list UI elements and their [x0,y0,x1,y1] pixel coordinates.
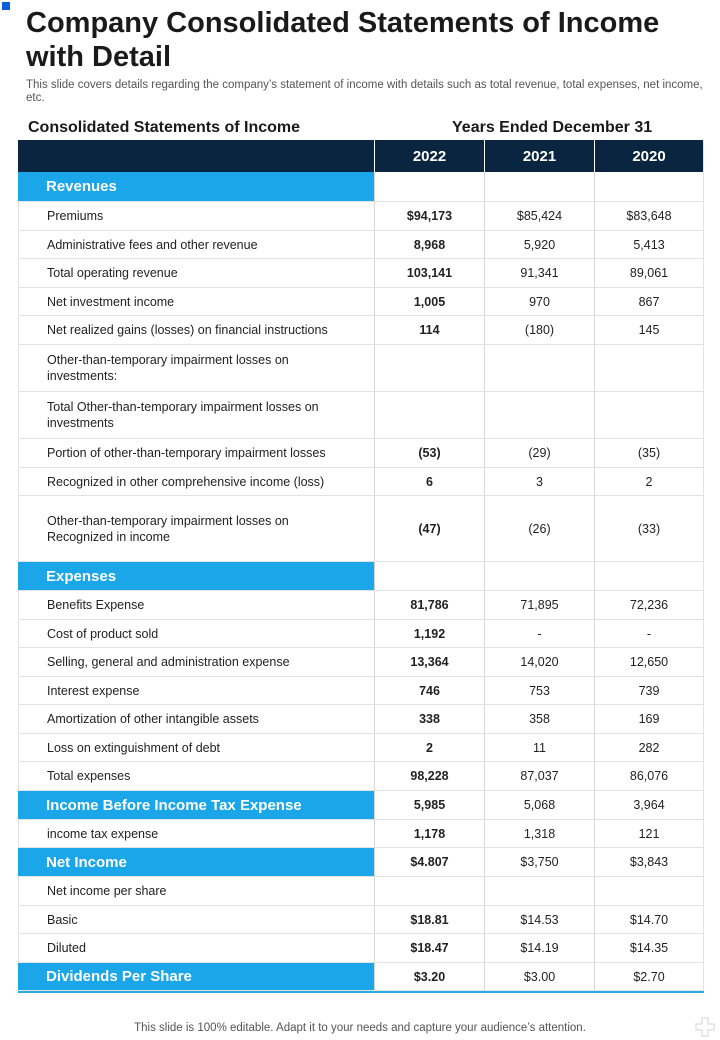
row-label: Other-than-temporary impairment losses on Recognized in income [18,496,374,561]
value-cell-2022: $3.20 [374,963,484,990]
value-cell-2021: 5,920 [484,231,594,258]
section-row [18,848,704,877]
table-row [18,591,704,620]
section-label: Revenues [18,172,374,201]
table-row [18,677,704,705]
year-header-2021: 2021 [484,140,594,172]
row-label: Total expenses [18,762,374,790]
row-label: Basic [18,906,374,933]
table-row [18,231,704,259]
value-cell-2021: 87,037 [484,762,594,790]
table-row [18,762,704,791]
section-row [18,562,704,591]
value-cell-2020: 72,236 [594,591,704,619]
row-label: income tax expense [18,820,374,847]
value-cell-2022: 114 [374,316,484,344]
slide-subtitle: This slide covers details regarding the company’s statement of income with details such as total revenue, total expenses, net income, etc. [26,79,703,104]
value-cell-2020: 86,076 [594,762,704,790]
value-cell-2020: 739 [594,677,704,704]
value-cell-2021 [484,345,594,391]
value-cell-2020: (35) [594,439,704,467]
value-cell-2022: 81,786 [374,591,484,619]
value-cell-2022: 5,985 [374,791,484,819]
table-row [18,439,704,468]
value-cell-2020: 3,964 [594,791,704,819]
income-statement-table [18,140,704,993]
value-cell-2022: (53) [374,439,484,467]
year-header-2022: 2022 [374,140,484,172]
value-cell-2021: $3,750 [484,848,594,876]
value-cell-2020: 282 [594,734,704,761]
table-row [18,316,704,345]
value-cell-2021 [484,562,594,590]
table-row [18,620,704,648]
row-label: Total Other-than-temporary impairment losses on investments [18,392,374,438]
value-cell-2022 [374,392,484,438]
value-cell-2021: 91,341 [484,259,594,287]
value-cell-2020: 169 [594,705,704,733]
value-cell-2022: $18.47 [374,934,484,962]
value-cell-2020 [594,392,704,438]
value-cell-2022: 13,364 [374,648,484,676]
value-cell-2021: (26) [484,496,594,561]
slide-footer: This slide is 100% editable. Adapt it to your needs and capture your audience’s attention. [134,1022,586,1034]
value-cell-2020 [594,562,704,590]
row-label: Benefits Expense [18,591,374,619]
value-cell-2022: $18.81 [374,906,484,933]
value-cell-2021: - [484,620,594,647]
year-header-2020: 2020 [594,140,704,172]
table-row [18,259,704,288]
table-row [18,345,704,392]
value-cell-2021: $85,424 [484,202,594,230]
value-cell-2021: (180) [484,316,594,344]
value-cell-2021 [484,172,594,201]
row-label: Premiums [18,202,374,230]
row-label: Total operating revenue [18,259,374,287]
value-cell-2022: 2 [374,734,484,761]
value-cell-2021: 970 [484,288,594,315]
corner-marker [2,2,10,10]
row-label: Cost of product sold [18,620,374,647]
value-cell-2020: - [594,620,704,647]
value-cell-2022: 1,192 [374,620,484,647]
value-cell-2020: 5,413 [594,231,704,258]
section-label: Net Income [18,848,374,876]
table-row [18,288,704,316]
value-cell-2021: 753 [484,677,594,704]
value-cell-2022: $4.807 [374,848,484,876]
table-row [18,734,704,762]
value-cell-2020: 867 [594,288,704,315]
slide-title: Company Consolidated Statements of Income with Detail [26,7,660,73]
table-row [18,392,704,439]
value-cell-2021 [484,877,594,905]
value-cell-2022: 338 [374,705,484,733]
section-label: Expenses [18,562,374,590]
value-cell-2020 [594,172,704,201]
table-row [18,648,704,677]
row-label: Portion of other-than-temporary impairment losses [18,439,374,467]
table-row [18,820,704,848]
row-label: Net realized gains (losses) on financial instructions [18,316,374,344]
value-cell-2020: 121 [594,820,704,847]
table-row [18,906,704,934]
row-label: Loss on extinguishment of debt [18,734,374,761]
table-heading-left: Consolidated Statements of Income [28,119,301,136]
value-cell-2021: 3 [484,468,594,495]
value-cell-2022: 103,141 [374,259,484,287]
value-cell-2020: $83,648 [594,202,704,230]
value-cell-2022: 1,005 [374,288,484,315]
value-cell-2021: $14.19 [484,934,594,962]
value-cell-2021: 11 [484,734,594,761]
table-row [18,202,704,231]
value-cell-2020: $14.70 [594,906,704,933]
row-label: Amortization of other intangible assets [18,705,374,733]
table-heading-right: Years Ended December 31 [452,119,653,136]
row-label: Net investment income [18,288,374,315]
value-cell-2021: 1,318 [484,820,594,847]
table-header-row [18,140,704,172]
section-row [18,172,704,202]
value-cell-2021: 14,020 [484,648,594,676]
header-blank-cell [18,140,374,172]
table-row [18,496,704,562]
value-cell-2020 [594,877,704,905]
table-row [18,468,704,496]
row-label: Administrative fees and other revenue [18,231,374,258]
value-cell-2020: $3,843 [594,848,704,876]
value-cell-2020: $2.70 [594,963,704,990]
value-cell-2022 [374,562,484,590]
value-cell-2021: 71,895 [484,591,594,619]
value-cell-2022: $94,173 [374,202,484,230]
section-label: Income Before Income Tax Expense [18,791,374,819]
row-label: Recognized in other comprehensive income (loss) [18,468,374,495]
value-cell-2022 [374,345,484,391]
value-cell-2020: (33) [594,496,704,561]
value-cell-2022 [374,172,484,201]
row-label: Diluted [18,934,374,962]
table-row [18,877,704,906]
row-label: Interest expense [18,677,374,704]
section-label: Dividends Per Share [18,963,374,990]
table-row [18,705,704,734]
row-label: Other-than-temporary impairment losses on investments: [18,345,374,391]
table-row [18,934,704,963]
value-cell-2020: 145 [594,316,704,344]
value-cell-2020: $14.35 [594,934,704,962]
value-cell-2021: (29) [484,439,594,467]
value-cell-2021: 358 [484,705,594,733]
value-cell-2020: 89,061 [594,259,704,287]
value-cell-2021 [484,392,594,438]
row-label: Selling, general and administration expense [18,648,374,676]
row-label: Net income per share [18,877,374,905]
value-cell-2021: $3.00 [484,963,594,990]
value-cell-2022: 98,228 [374,762,484,790]
value-cell-2022: 8,968 [374,231,484,258]
value-cell-2020: 12,650 [594,648,704,676]
section-row [18,963,704,991]
value-cell-2022: (47) [374,496,484,561]
value-cell-2022 [374,877,484,905]
value-cell-2022: 6 [374,468,484,495]
value-cell-2020: 2 [594,468,704,495]
value-cell-2022: 746 [374,677,484,704]
value-cell-2020 [594,345,704,391]
section-row [18,791,704,820]
expand-icon [695,1017,715,1037]
value-cell-2021: $14.53 [484,906,594,933]
value-cell-2021: 5,068 [484,791,594,819]
value-cell-2022: 1,178 [374,820,484,847]
